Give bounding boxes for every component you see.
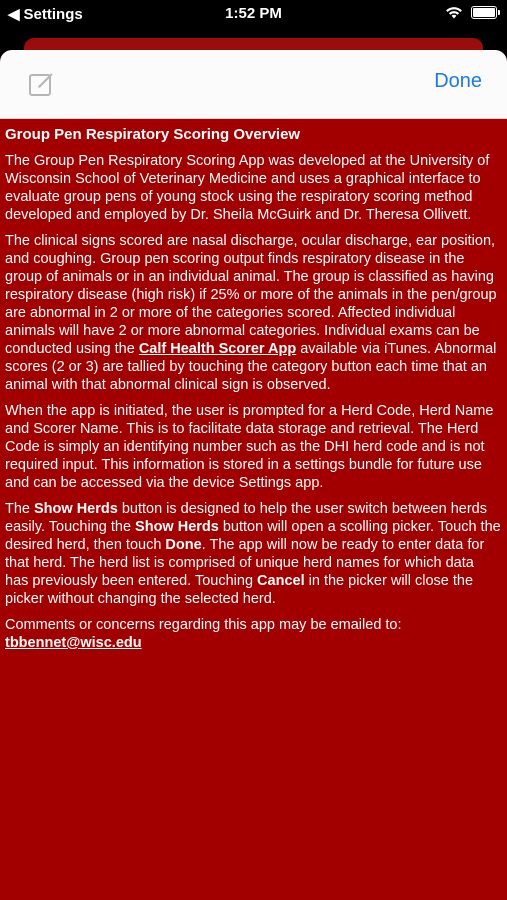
paragraph-herd-code: When the app is initiated, the user is prompted for a Herd Code, Herd Name and Scorer Name. This is to facilitate data storage and retrieval. The Herd Code is simply an identifying number such as the DHI herd code and is not required input. This information is stored in a settings bundle for future use and can be accessed via the device Settings app. [5,403,494,491]
paragraph-clinical-signs: The clinical signs scored are nasal discharge, ocular discharge, ear position, and coughing. Group pen scoring output finds respiratory disease in the group of animals or in an individual animal. The group is classified as having respiratory disease (high risk) if 25% or more of the animals in the pen/group are abnormal in 2 or more of the categories scored. Affected individual animals will have 2 or more abnormal categories. Individual exams can be conducted using the Calf Health Scorer App available via iTunes. Abnormal scores (2 or 3) are tallied by touching the category button each time that an animal with that abnormal clinical sign is observed. [5,233,497,393]
overview-content [0,119,507,652]
sheet-header [0,50,507,119]
compose-icon[interactable] [28,70,56,98]
chevron-left-icon: ◀ [8,6,20,23]
status-bar [0,0,507,30]
wifi-icon [445,6,463,19]
email-link[interactable]: tbbennet@wisc.edu [5,635,142,651]
paragraph-show-herds: The Show Herds button is designed to help the user switch between herds easily. Touching the Show Herds button will open a scolling picker. Touch the desired herd, then touch Done. The app will now be ready to enter data for that herd. The herd list is comprised of unique herd names for which data has previously been entered. Touching Cancel in the picker will close the picker without changing the selected herd. [5,501,501,607]
back-label: Settings [23,5,83,23]
calf-health-scorer-link[interactable]: Calf Health Scorer App [138,341,297,357]
modal-sheet [0,50,507,900]
done-button[interactable]: Done [434,70,482,92]
paragraph-intro: The Group Pen Respiratory Scoring App was developed at the University of Wisconsin School of Veterinary Medicine and uses a graphical interface to evaluate group pens of young stock using the respiratory scoring method developed and employed by Dr. Sheila McGuirk and Dr. Theresa Ollivett. [5,153,490,223]
status-icons [445,6,497,19]
status-time: 1:52 PM [225,5,282,22]
battery-icon [471,6,497,19]
page-title: Group Pen Respiratory Scoring Overview [5,126,301,143]
paragraph-contact: Comments or concerns regarding this app may be emailed to: tbbennet@wisc.edu [5,617,402,651]
